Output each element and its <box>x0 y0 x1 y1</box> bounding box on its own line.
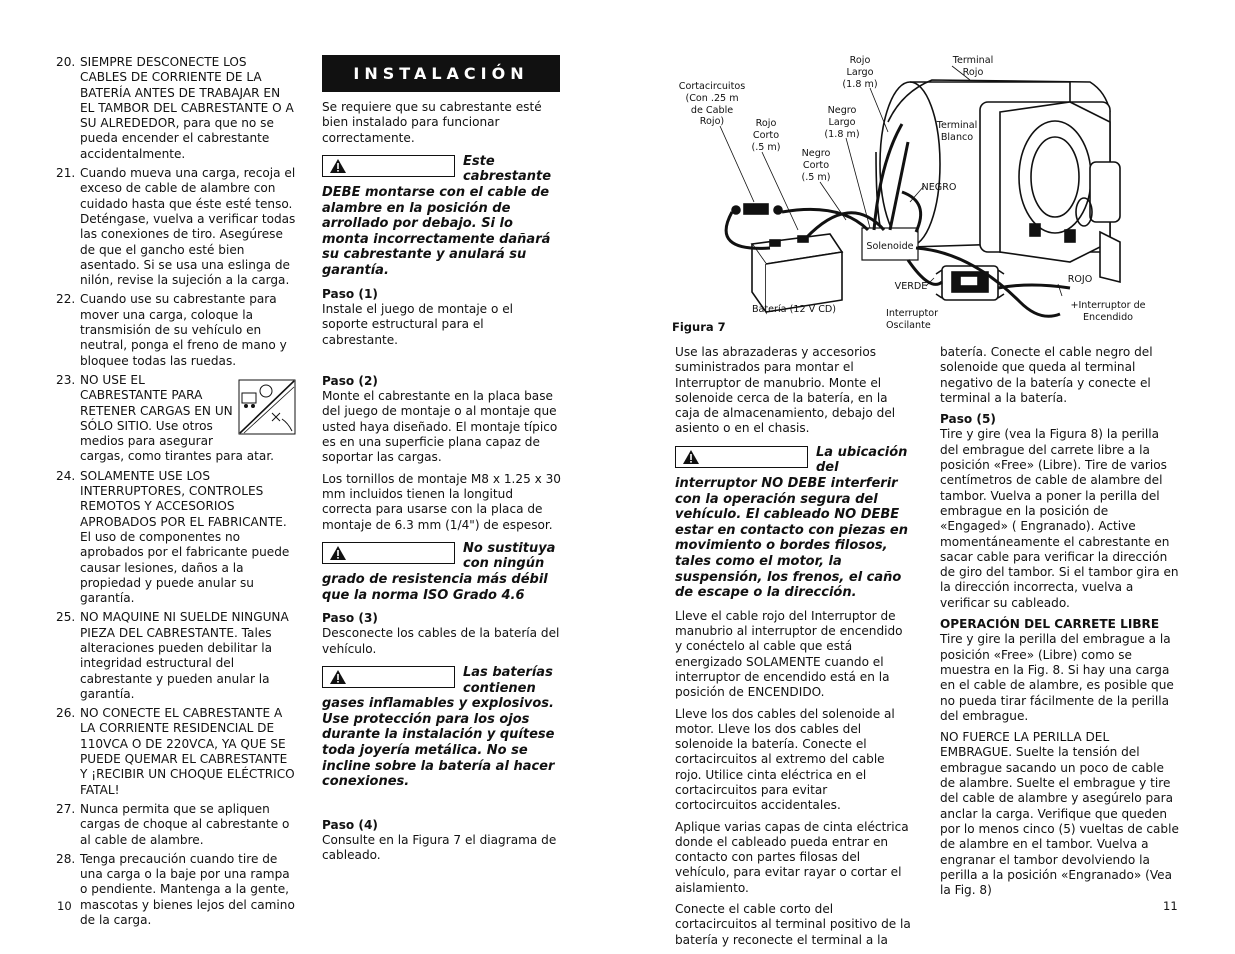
wiring-diagram-figure <box>670 52 1170 342</box>
label-red: ROJO <box>1067 274 1093 285</box>
step-1-title: Paso (1) <box>322 286 378 301</box>
label-solenoid: Solenoide <box>866 241 914 252</box>
warning-triangle-icon <box>330 670 346 684</box>
no-holding-loads-icon <box>238 379 296 435</box>
label-long-red: Rojo Largo (1.8 m) <box>842 55 878 90</box>
label-red-terminal: Terminal Rojo <box>952 55 994 78</box>
warning-label-box <box>675 446 808 468</box>
step-3-text: Desconecte los cables de la batería del vehículo. <box>322 626 560 656</box>
step-2-text-bolts: Los tornillos de montaje M8 x 1.25 x 30 mm incluidos tienen la longitud correcta para usarse con la placa de montaje de 6.3 mm (1/4") de espesor. <box>322 471 561 532</box>
paragraph: Lleve los dos cables del solenoide al motor. Lleve los dos cables del solenoide la batería. Conecte el cortacircuitos al extremo del cable rojo. Utilice cinta eléctrica en el cortacircuitos para evitar cortocircuitos accidentales. <box>675 706 895 813</box>
install-intro: Se requiere que su cabrestante esté bien instalado para funcionar correctamente. <box>322 100 542 145</box>
warning-label-box <box>322 155 455 177</box>
warning-block: No sustituya con ningún grado de resistencia más débil que la norma ISO Grado 4.6 <box>322 540 556 603</box>
label-short-red: Rojo Corto (.5 m) <box>751 118 781 153</box>
safety-list-column <box>56 55 296 932</box>
step-5-text: Tire y gire (vea la Figura 8) la perilla del embrague del carrete libre a la posición «Free» (Libre). Tire de varios centímetros de cable de alambre del tambor. Vuelva a poner la perilla del embrague en la posición de «Engaged» ( Engranado). Active momentáneamente el cabrestante en sacar cable para verificar la dirección de giro del tambor. Si el tambor gira en la dirección incorrecta, vuelva a verificar su cableado. <box>940 427 1179 610</box>
list-item: 28. Tenga precaución cuando tire de una carga o la baje por una rampa o pendiente. Mantenga a la gente, mascotas y bienes lejos del camino de la carga. <box>56 851 295 928</box>
circuit-breaker <box>732 204 782 214</box>
paragraph: Conecte el cable corto del cortacircuitos al terminal positivo de la batería y reconecte el terminal a la <box>675 902 911 947</box>
step-3-title: Paso (3) <box>322 611 378 626</box>
paragraph: batería. Conecte el cable negro del solenoide que queda al terminal negativo de la batería y conecte el terminal a la batería. <box>940 345 1153 405</box>
page-number-right: 11 <box>1163 899 1178 913</box>
figure-caption: Figura 7 <box>672 320 726 334</box>
safety-list <box>56 55 296 928</box>
warning-block: La ubicación del interruptor NO DEBE interferir con la operación segura del vehículo. El cableado NO DEBE estar en contacto con piezas en movimiento o bordes filosos, tales como el motor, la suspensión, los frenos, el caño de escape o la dirección. <box>675 444 909 601</box>
free-spool-title: OPERACIÓN DEL CARRETE LIBRE <box>940 617 1160 632</box>
paragraph: NO FUERCE LA PERILLA DEL EMBRAGUE. Suelte la tensión del embrague sacando un poco de cable de alambre. Suelte el embrague y tire del cable de alambre y asegúrelo para anclar la carga. Verifique que queden por lo menos cinco (5) vueltas de cable de alambre en el tambor. Vuelva a engranar el tambor devolviendo la perilla a la posición «Engranado» (Vea la Fig. 8) <box>940 730 1179 898</box>
warning-block: Este cabrestante DEBE montarse con el cable de alambre en la posición de arrollado por debajo. Si lo monta incorrectamente dañará su cabrestante y anulará su garantía. <box>322 153 552 279</box>
paragraph: Use las abrazaderas y accesorios suministrados para montar el Interruptor de manubrio. Monte el solenoide cerca de la batería, en la caja de almacenamiento, debajo del asiento o en el chasis. <box>675 345 896 436</box>
label-rocker-switch: Interruptor Oscilante <box>886 308 939 331</box>
list-item: 27. Nunca permita que se apliquen cargas de choque al cabrestante o al cable de alambre. <box>56 801 290 847</box>
warning-triangle-icon <box>683 450 699 464</box>
step-2-title: Paso (2) <box>322 373 378 388</box>
label-short-black: Negro Corto (.5 m) <box>801 148 831 183</box>
warning-triangle-icon <box>330 546 346 560</box>
wiring-instructions-column <box>675 345 913 954</box>
section-title-banner: INSTALACIÓN <box>322 55 560 92</box>
list-item: 20. SIEMPRE DESCONECTE LOS CABLES DE CORRIENTE DE LA BATERÍA ANTES DE TRABAJAR EN EL TAMBOR DEL CABRESTANTE O A SU ALREDEDOR, para que no se pueda encender el cabrestante accidentalmente. <box>56 55 294 161</box>
freespool-column <box>940 345 1180 904</box>
warning-block: Las baterías contienen gases inflamables y explosivos. Use protección para los ojos durante la instalación y quítese toda joyería metálica. No se incline sobre la batería al hacer conexiones. <box>322 665 555 790</box>
list-item: 21. Cuando mueva una carga, recoja el exceso de cable de alambre con cuidado hasta que éste esté tenso. Deténgase, vuelva a verificar todas las conexiones de tiro. Asegúrese de que el gancho esté bien asentado. Si se usa una eslinga de nilón, revise la sujeción a la carga. <box>56 166 296 288</box>
page-number-left: 10 <box>57 899 72 913</box>
list-item: 25. NO MAQUINE NI SUELDE NINGUNA PIEZA DEL CABRESTANTE. Tales alteraciones pueden debilitar la integridad estructural del cabrestante y pueden anular la garantía. <box>56 610 289 701</box>
step-2-text: Monte el cabrestante en la placa base del juego de montaje o al montaje que usted haya diseñado. El montaje típico es en una superficie plana capaz de soportar las cargas. <box>322 389 558 465</box>
label-circuit-breaker: Cortacircuitos (Con .25 m de Cable Rojo) <box>678 81 746 128</box>
step-1-text: Instale el juego de montaje o el soporte estructural para el cabrestante. <box>322 301 514 347</box>
free-spool-text: Tire y gire la perilla del embrague a la posición «Free» (Libre) como se muestra en la Fig. 8. Si hay una carga en el cable de alambre, es posible que no pueda tirar fácilmente de la perilla del embrague. <box>940 632 1174 723</box>
warning-label-box <box>322 666 455 688</box>
paragraph: Aplique varias capas de cinta eléctrica donde el cableado pueda entrar en contacto con partes filosas del vehículo, para evitar rayar o cortar el aislamiento. <box>675 819 909 895</box>
list-item: 26. NO CONECTE EL CABRESTANTE A LA CORRIENTE RESIDENCIAL DE 110VCA O DE 220VCA, YA QUE SE PUEDE QUEMAR EL CABRESTANTE Y ¡RECIBIR UN CHOQUE ELÉCTRICO FATAL! <box>56 706 295 797</box>
label-long-black: Negro Largo (1.8 m) <box>824 105 860 140</box>
list-item: 22. Cuando use su cabrestante para mover una carga, coloque la transmisión de su vehículo en neutral, ponga el freno de mano y bloquee todas las ruedas. <box>56 292 287 368</box>
warning-label-box <box>322 542 455 564</box>
step-4-text: Consulte en la Figura 7 el diagrama de cableado. <box>322 833 557 863</box>
label-ignition-switch: +Interruptor de Encendido <box>1070 300 1146 323</box>
installation-column <box>322 100 562 870</box>
warning-triangle-icon <box>330 159 346 173</box>
rocker-switch <box>936 266 1004 300</box>
list-item: 23. NO USE EL CABRESTANTE PARA RETENER CARGAS EN UN SÓLO SITIO. Use otros medios para asegurar cargas, como tirantes para atar. <box>56 373 296 465</box>
step-5-title: Paso (5) <box>940 412 996 427</box>
step-4-title: Paso (4) <box>322 817 378 832</box>
battery-illustration <box>752 234 842 312</box>
paragraph: Lleve el cable rojo del Interruptor de manubrio al interruptor de encendido y conéctelo al cable que está energizado SOLAMENTE cuando el interruptor de encendido está en la posición de ENCENDIDO. <box>675 608 903 700</box>
label-battery: Batería (12 V CD) <box>751 304 837 315</box>
list-item: 24. SOLAMENTE USE LOS INTERRUPTORES, CONTROLES REMOTOS Y ACCESORIOS APROBADOS POR EL FABRICANTE. El uso de componentes no aprobados por el fabricante puede causar lesiones, daños a la propiedad y puede anular su garantía. <box>56 468 290 606</box>
label-black: NEGRO <box>921 182 957 193</box>
label-green: VERDE <box>894 281 928 292</box>
label-white-terminal: Terminal Blanco <box>936 120 978 143</box>
